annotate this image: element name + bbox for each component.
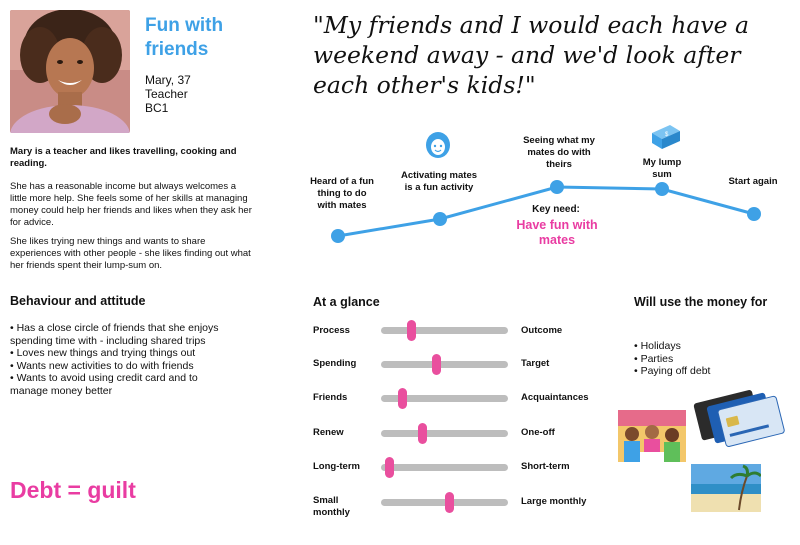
glance-slider-knob — [407, 320, 416, 341]
journey-step-label: Activating mates is a fun activity — [400, 170, 478, 193]
glance-right-label: Outcome — [521, 325, 563, 336]
money-item: • Parties — [634, 352, 674, 365]
glance-slider-track — [381, 430, 508, 437]
money-item: • Paying off debt — [634, 365, 711, 377]
glance-slider-knob — [385, 457, 394, 478]
tagline-debt-guilt: Debt = guilt — [10, 477, 136, 503]
glance-left-label: Spending — [313, 358, 357, 369]
glance-slider-knob — [445, 492, 454, 513]
persona-location: BC1 — [145, 101, 169, 115]
money-bundle-icon — [648, 121, 682, 153]
journey-point — [655, 182, 669, 196]
behaviour-item: • Wants to avoid using credit card and to — [10, 372, 198, 384]
glance-left-label: Friends — [313, 392, 348, 403]
bio-paragraph-1: She has a reasonable income but always welcomes a little more help. She feels some of her skills at managing money could help her friends and likes when they ask her for advice. — [10, 181, 252, 228]
glance-left-label: Process — [313, 325, 350, 336]
glance-slider-track — [381, 327, 508, 334]
money-list — [634, 340, 710, 378]
party-photo — [618, 410, 686, 462]
money-item: • Holidays — [634, 340, 681, 352]
persona-meta — [145, 73, 191, 115]
persona-title-line1: Fun with — [145, 15, 224, 36]
bio-intro: Mary is a teacher and likes travelling, cooking and reading. — [10, 146, 237, 169]
journey-step-label: My lump sum — [642, 157, 682, 180]
behaviour-item: manage money better — [10, 384, 113, 397]
persona-occupation: Teacher — [145, 87, 188, 101]
glance-slider-knob — [418, 423, 427, 444]
persona-photo — [10, 10, 130, 133]
glance-slider-track — [381, 464, 508, 471]
journey-point — [550, 180, 564, 194]
glance-slider-knob — [432, 354, 441, 375]
behaviour-heading: Behaviour and attitude — [10, 294, 146, 308]
glance-slider-knob — [398, 388, 407, 409]
glance-left-label: Long-term — [313, 461, 360, 472]
glance-slider-track — [381, 361, 508, 368]
behaviour-item: • Has a close circle of friends that she enjoys — [10, 322, 219, 334]
bio-paragraph-2: She likes trying new things and wants to share experiences with other people - she likes finding out what her friends spent their lump-sum on. — [10, 236, 251, 271]
glance-left-label: Small monthly — [313, 495, 350, 518]
persona-title-line2: friends — [145, 39, 209, 60]
behaviour-list — [10, 322, 300, 397]
credit-cards-photo — [690, 385, 790, 451]
key-need-label: Key need: — [532, 204, 580, 215]
glance-right-label: Short-term — [521, 461, 570, 472]
beach-photo — [691, 464, 761, 512]
glance-heading: At a glance — [313, 295, 380, 309]
glance-left-label: Renew — [313, 427, 344, 438]
svg-text:$: $ — [665, 132, 669, 138]
behaviour-item: spending time with - including shared trips — [10, 334, 206, 347]
glance-right-label: Large monthly — [521, 496, 587, 507]
woman-face-icon — [424, 131, 452, 161]
key-need-value: Have fun with mates — [516, 218, 598, 247]
journey-step-label: Heard of a fun thing to do with mates — [310, 176, 374, 211]
glance-right-label: Acquaintances — [521, 392, 589, 403]
journey-point — [433, 212, 447, 226]
persona-quote: "My friends and I would each have a weekend away - and we'd look after each other's kids!" — [313, 11, 750, 99]
persona-title — [145, 14, 223, 62]
glance-right-label: Target — [521, 358, 550, 369]
money-heading: Will use the money for — [634, 295, 768, 309]
behaviour-item: • Wants new activities to do with friends — [10, 359, 194, 372]
journey-step-label: Start again — [728, 176, 778, 187]
journey-point — [331, 229, 345, 243]
journey-step-label: Seeing what my mates do with theirs — [523, 135, 595, 170]
behaviour-item: • Loves new things and trying things out — [10, 347, 196, 359]
glance-right-label: One-off — [521, 427, 555, 438]
journey-point — [747, 207, 761, 221]
persona-name-age: Mary, 37 — [145, 73, 191, 87]
